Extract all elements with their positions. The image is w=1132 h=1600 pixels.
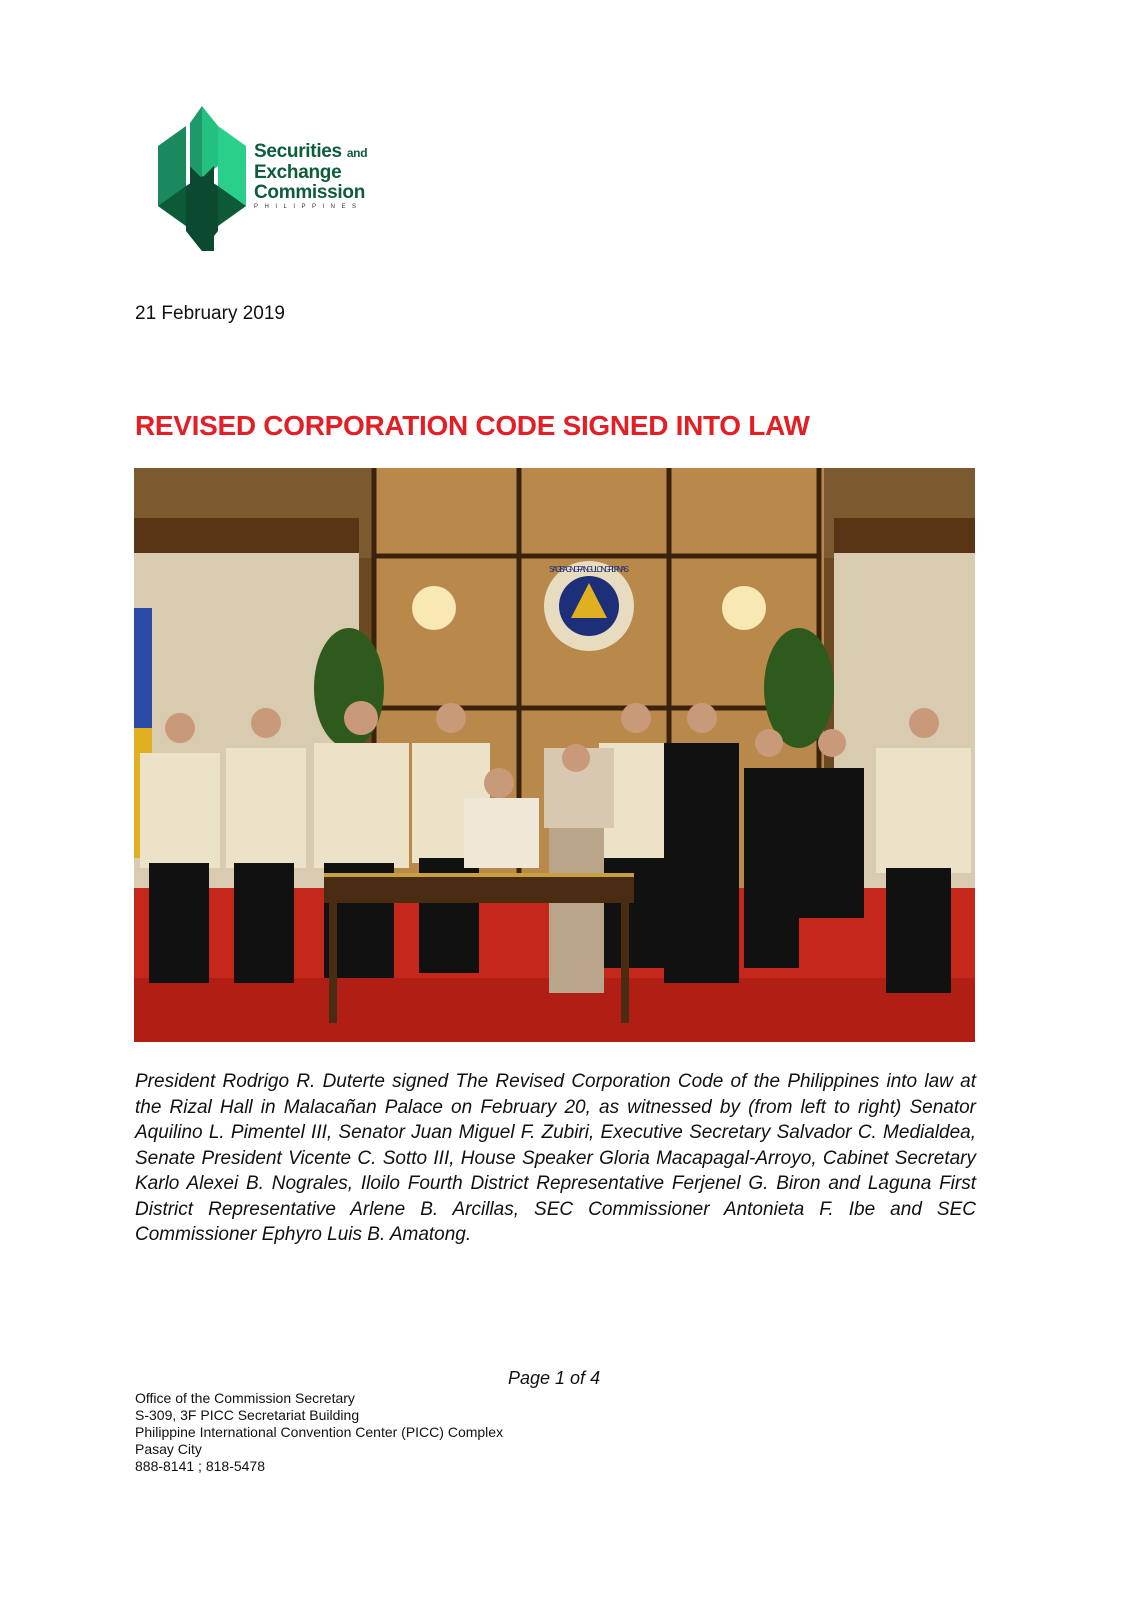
footer-line: Philippine International Convention Center (PICC) Complex <box>135 1424 504 1440</box>
logo-subtitle: PHILIPPINES <box>254 204 363 210</box>
document-date: 21 February 2019 <box>135 303 285 324</box>
headline: REVISED CORPORATION CODE SIGNED INTO LAW <box>135 410 810 441</box>
footer-line: Office of the Commission Secretary <box>135 1390 355 1406</box>
page-number: Page 1 of 4 <box>508 1368 601 1388</box>
signing-ceremony-photo <box>134 468 975 1042</box>
photo-caption: President Rodrigo R. Duterte signed The Revised Corporation Code of the Philippines into law at the Rizal Hall in Malacañan Palace on February 20, as witnessed by (from left to right) Senator Aquilino L. Pimentel III, Senator Juan Miguel F. Zubiri, Executive Secretary Salvador C. Medialdea, Senate President Vicente C. Sotto III, House Speaker Gloria Macapagal-Arroyo, Cabinet Secretary Karlo Alexei B. Nograles, Iloilo Fourth District Representative Ferjenel G. Biron and Laguna First District Representative Arlene B. Arcillas, SEC Commissioner Antonieta F. Ibe and SEC Commissioner Ephyro Luis B. Amatong. <box>135 1071 976 1245</box>
seal-text: SAGISAG NG PANGULO NG PILIPINAS <box>549 565 629 574</box>
footer-line: 888-8141 ; 818-5478 <box>135 1458 265 1474</box>
logo-text: Securities and Exchange Commission <box>254 141 368 203</box>
footer-line: S-309, 3F PICC Secretariat Building <box>135 1407 360 1423</box>
footer-line: Pasay City <box>135 1441 202 1457</box>
footer-address <box>135 1390 503 1475</box>
